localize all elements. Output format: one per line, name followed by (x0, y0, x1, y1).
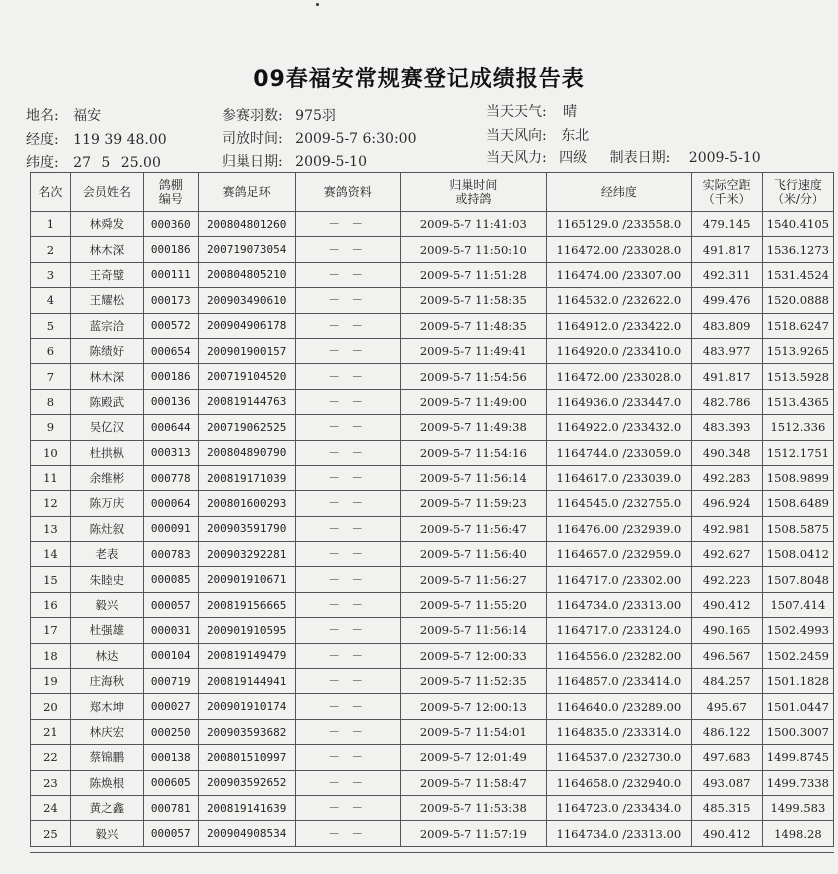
col-loft-id-cell: 000778 (144, 465, 198, 490)
col-bird-info-cell: － － (295, 821, 400, 846)
col-coordinates-cell: 1164657.0 /232959.0 (547, 542, 691, 567)
table-row (31, 745, 834, 770)
col-rank-cell: 11 (31, 465, 71, 490)
table-row (31, 440, 834, 465)
col-member-name-cell: 王耀松 (70, 288, 143, 313)
table-row (31, 237, 834, 262)
release-time-value: 2009-5-7 6:30:00 (295, 131, 417, 147)
col-speed-header: 飞行速度 （米/分） (762, 173, 833, 212)
col-loft-id-cell: 000644 (144, 415, 198, 440)
col-loft-id-cell: 000186 (144, 364, 198, 389)
col-arrival-time-cell: 2009-5-7 11:51:28 (400, 262, 547, 287)
col-member-name-cell: 陈殿武 (70, 389, 143, 414)
table-header-row (31, 173, 834, 212)
col-bird-info-cell: － － (295, 491, 400, 516)
col-coordinates-cell: 116472.00 /233028.0 (547, 237, 691, 262)
release-time-label: 司放时间: (222, 131, 283, 147)
location-value: 福安 (73, 108, 102, 124)
table-body (31, 212, 834, 847)
col-rank-cell: 19 (31, 669, 71, 694)
col-coordinates-cell: 1164734.0 /23313.00 (547, 592, 691, 617)
latitude-value: 27 5 25.00 (73, 155, 161, 171)
col-speed-cell: 1507.414 (762, 592, 833, 617)
col-ring-number-header: 赛鸽足环 (198, 173, 295, 212)
col-arrival-time-cell: 2009-5-7 11:58:47 (400, 770, 547, 795)
wind-direction-label: 当天风向: (486, 128, 547, 144)
table-row (31, 389, 834, 414)
col-loft-id-cell: 000085 (144, 567, 198, 592)
col-bird-info-cell: － － (295, 669, 400, 694)
table-row (31, 465, 834, 490)
col-arrival-time-cell: 2009-5-7 11:57:19 (400, 821, 547, 846)
col-speed-cell: 1512.336 (762, 415, 833, 440)
col-arrival-time-cell: 2009-5-7 11:56:14 (400, 618, 547, 643)
col-distance-cell: 491.817 (691, 237, 762, 262)
col-arrival-time-cell: 2009-5-7 11:49:00 (400, 389, 547, 414)
col-loft-id-cell: 000250 (144, 719, 198, 744)
col-coordinates-cell: 1164556.0 /23282.00 (547, 643, 691, 668)
col-coordinates-cell: 116474.00 /23307.00 (547, 262, 691, 287)
col-coordinates-cell: 1164640.0 /23289.00 (547, 694, 691, 719)
col-arrival-time-cell: 2009-5-7 12:00:33 (400, 643, 547, 668)
col-member-name-cell: 林舜发 (70, 212, 143, 237)
col-arrival-time-cell: 2009-5-7 11:50:10 (400, 237, 547, 262)
col-member-name-cell: 陈万庆 (70, 491, 143, 516)
col-ring-number-cell: 200904908534 (198, 821, 295, 846)
col-bird-info-cell: － － (295, 338, 400, 363)
col-distance-cell: 492.627 (691, 542, 762, 567)
report-title: 09春福安常规赛登记成绩报告表 (253, 67, 585, 92)
table-row (31, 618, 834, 643)
col-coordinates-cell: 1165129.0 /233558.0 (547, 212, 691, 237)
col-rank-cell: 4 (31, 288, 71, 313)
col-speed-cell: 1518.6247 (762, 313, 833, 338)
col-coordinates-cell: 1164717.0 /23302.00 (547, 567, 691, 592)
col-rank-cell: 25 (31, 821, 71, 846)
col-ring-number-cell: 200819144941 (198, 669, 295, 694)
col-arrival-time-cell: 2009-5-7 11:52:35 (400, 669, 547, 694)
wind-direction-row (486, 125, 589, 145)
col-coordinates-cell: 1164835.0 /233314.0 (547, 719, 691, 744)
col-coordinates-cell: 1164936.0 /233447.0 (547, 389, 691, 414)
col-ring-number-cell: 200901910174 (198, 694, 295, 719)
col-coordinates-cell: 1164617.0 /233039.0 (547, 465, 691, 490)
col-rank-cell: 2 (31, 237, 71, 262)
table-row (31, 795, 834, 820)
col-speed-cell: 1540.4105 (762, 212, 833, 237)
col-ring-number-cell: 200719073054 (198, 237, 295, 262)
col-ring-number-cell: 200819141639 (198, 795, 295, 820)
col-bird-info-cell: － － (295, 212, 400, 237)
col-distance-cell: 483.393 (691, 415, 762, 440)
col-speed-cell: 1508.6489 (762, 491, 833, 516)
col-member-name-cell: 郑木坤 (70, 694, 143, 719)
col-bird-info-cell: － － (295, 643, 400, 668)
col-arrival-time-cell: 2009-5-7 11:54:01 (400, 719, 547, 744)
col-arrival-time-cell: 2009-5-7 11:55:20 (400, 592, 547, 617)
table-row (31, 212, 834, 237)
col-arrival-time-header: 归巢时间 或持鸽 (400, 173, 547, 212)
col-loft-id-cell: 000138 (144, 745, 198, 770)
col-member-name-cell: 林木深 (70, 237, 143, 262)
col-ring-number-cell: 200804801260 (198, 212, 295, 237)
col-ring-number-cell: 200719104520 (198, 364, 295, 389)
col-speed-cell: 1513.5928 (762, 364, 833, 389)
col-coordinates-cell: 1164912.0 /233422.0 (547, 313, 691, 338)
col-loft-id-cell: 000781 (144, 795, 198, 820)
return-date-value: 2009-5-10 (295, 154, 367, 170)
col-distance-cell: 479.145 (691, 212, 762, 237)
col-ring-number-cell: 200719062525 (198, 415, 295, 440)
table-row (31, 643, 834, 668)
table-row (31, 770, 834, 795)
col-coordinates-cell: 1164744.0 /233059.0 (547, 440, 691, 465)
col-loft-id-cell: 000057 (144, 592, 198, 617)
table-row (31, 262, 834, 287)
col-rank-cell: 24 (31, 795, 71, 820)
col-bird-info-cell: － － (295, 694, 400, 719)
col-ring-number-cell: 200819171039 (198, 465, 295, 490)
col-ring-number-cell: 200903592652 (198, 770, 295, 795)
col-loft-id-cell: 000057 (144, 821, 198, 846)
col-bird-info-cell: － － (295, 415, 400, 440)
col-coordinates-cell: 1164545.0 /232755.0 (547, 491, 691, 516)
col-rank-cell: 5 (31, 313, 71, 338)
col-arrival-time-cell: 2009-5-7 11:56:14 (400, 465, 547, 490)
weather-row (486, 101, 577, 121)
col-loft-id-cell: 000719 (144, 669, 198, 694)
col-speed-cell: 1508.5875 (762, 516, 833, 541)
col-ring-number-cell: 200901910595 (198, 618, 295, 643)
col-bird-info-cell: － － (295, 770, 400, 795)
col-distance-cell: 492.283 (691, 465, 762, 490)
wind-force-value: 四级 (559, 150, 588, 166)
col-speed-cell: 1508.0412 (762, 542, 833, 567)
col-distance-cell: 496.567 (691, 643, 762, 668)
col-speed-cell: 1499.8745 (762, 745, 833, 770)
col-coordinates-cell: 1164658.0 /232940.0 (547, 770, 691, 795)
col-loft-id-cell: 000313 (144, 440, 198, 465)
col-loft-id-cell: 000572 (144, 313, 198, 338)
bottom-border (30, 852, 834, 853)
weather-value: 晴 (563, 104, 578, 120)
col-speed-cell: 1520.0888 (762, 288, 833, 313)
col-distance-cell: 499.476 (691, 288, 762, 313)
col-arrival-time-cell: 2009-5-7 11:49:38 (400, 415, 547, 440)
longitude-label: 经度: (26, 132, 59, 148)
col-member-name-cell: 林庆宏 (70, 719, 143, 744)
col-loft-id-cell: 000031 (144, 618, 198, 643)
col-arrival-time-cell: 2009-5-7 11:53:38 (400, 795, 547, 820)
col-coordinates-header: 经纬度 (547, 173, 691, 212)
col-rank-cell: 10 (31, 440, 71, 465)
col-distance-cell: 482.786 (691, 389, 762, 414)
col-distance-cell: 491.817 (691, 364, 762, 389)
col-member-name-cell: 蔡锦鹏 (70, 745, 143, 770)
col-loft-id-cell: 000654 (144, 338, 198, 363)
col-speed-cell: 1513.9265 (762, 338, 833, 363)
table-row (31, 567, 834, 592)
col-distance-cell: 490.348 (691, 440, 762, 465)
col-member-name-cell: 林达 (70, 643, 143, 668)
col-rank-header: 名次 (31, 173, 71, 212)
release-time-row (222, 128, 417, 148)
col-member-name-cell: 吴亿汉 (70, 415, 143, 440)
col-rank-cell: 17 (31, 618, 71, 643)
col-ring-number-cell: 200903593682 (198, 719, 295, 744)
table-row (31, 338, 834, 363)
col-loft-id-cell: 000605 (144, 770, 198, 795)
col-bird-info-cell: － － (295, 313, 400, 338)
col-rank-cell: 1 (31, 212, 71, 237)
col-arrival-time-cell: 2009-5-7 11:58:35 (400, 288, 547, 313)
col-speed-cell: 1499.583 (762, 795, 833, 820)
latitude-label: 纬度: (26, 155, 59, 171)
table-row (31, 415, 834, 440)
wind-force-row (486, 147, 761, 167)
col-distance-cell: 492.223 (691, 567, 762, 592)
col-arrival-time-cell: 2009-5-7 11:49:41 (400, 338, 547, 363)
col-distance-cell: 493.087 (691, 770, 762, 795)
entries-label: 参赛羽数: (222, 108, 283, 124)
col-rank-cell: 7 (31, 364, 71, 389)
col-ring-number-cell: 200819144763 (198, 389, 295, 414)
col-rank-cell: 21 (31, 719, 71, 744)
return-date-label: 归巢日期: (222, 154, 283, 170)
table-row (31, 491, 834, 516)
wind-force-label: 当天风力: (486, 150, 547, 166)
col-speed-cell: 1513.4365 (762, 389, 833, 414)
table-row (31, 364, 834, 389)
col-distance-cell: 492.981 (691, 516, 762, 541)
col-ring-number-cell: 200804890790 (198, 440, 295, 465)
col-rank-cell: 3 (31, 262, 71, 287)
col-member-name-cell: 林木深 (70, 364, 143, 389)
results-table (30, 172, 834, 847)
col-ring-number-cell: 200801600293 (198, 491, 295, 516)
col-speed-cell: 1507.8048 (762, 567, 833, 592)
col-bird-info-cell: － － (295, 745, 400, 770)
table-row (31, 592, 834, 617)
col-rank-cell: 9 (31, 415, 71, 440)
table-row (31, 694, 834, 719)
col-member-name-cell: 陈绩好 (70, 338, 143, 363)
col-ring-number-cell: 200901900157 (198, 338, 295, 363)
location-row (26, 105, 101, 125)
col-ring-number-cell: 200903490610 (198, 288, 295, 313)
col-member-name-cell: 陈焕根 (70, 770, 143, 795)
col-coordinates-cell: 1164922.0 /233432.0 (547, 415, 691, 440)
table-row (31, 821, 834, 846)
col-bird-info-cell: － － (295, 364, 400, 389)
col-distance-cell: 495.67 (691, 694, 762, 719)
col-arrival-time-cell: 2009-5-7 12:00:13 (400, 694, 547, 719)
col-bird-info-cell: － － (295, 542, 400, 567)
col-distance-cell: 490.412 (691, 592, 762, 617)
scan-speck (316, 3, 319, 6)
col-arrival-time-cell: 2009-5-7 11:54:56 (400, 364, 547, 389)
col-rank-cell: 23 (31, 770, 71, 795)
entries-value: 975羽 (295, 108, 336, 124)
col-speed-cell: 1500.3007 (762, 719, 833, 744)
col-rank-cell: 20 (31, 694, 71, 719)
report-date-value: 2009-5-10 (688, 150, 761, 166)
col-bird-info-cell: － － (295, 592, 400, 617)
col-ring-number-cell: 200804805210 (198, 262, 295, 287)
col-arrival-time-cell: 2009-5-7 11:48:35 (400, 313, 547, 338)
col-ring-number-cell: 200903591790 (198, 516, 295, 541)
col-loft-id-cell: 000360 (144, 212, 198, 237)
col-member-name-cell: 毅兴 (70, 592, 143, 617)
col-ring-number-cell: 200801510997 (198, 745, 295, 770)
location-label: 地名: (26, 108, 59, 124)
col-bird-info-cell: － － (295, 795, 400, 820)
col-member-name-cell: 黄之鑫 (70, 795, 143, 820)
col-distance-cell: 484.257 (691, 669, 762, 694)
col-member-name-cell: 杜强雄 (70, 618, 143, 643)
col-bird-info-cell: － － (295, 440, 400, 465)
col-arrival-time-cell: 2009-5-7 11:56:40 (400, 542, 547, 567)
col-coordinates-cell: 1164717.0 /233124.0 (547, 618, 691, 643)
col-member-name-cell: 朱睦史 (70, 567, 143, 592)
col-ring-number-cell: 200903292281 (198, 542, 295, 567)
col-coordinates-cell: 1164537.0 /232730.0 (547, 745, 691, 770)
longitude-row (26, 129, 167, 149)
col-ring-number-cell: 200819149479 (198, 643, 295, 668)
col-coordinates-cell: 116476.00 /232939.0 (547, 516, 691, 541)
col-loft-id-cell: 000104 (144, 643, 198, 668)
col-loft-id-cell: 000111 (144, 262, 198, 287)
col-loft-id-cell: 000783 (144, 542, 198, 567)
col-distance-cell: 497.683 (691, 745, 762, 770)
col-member-name-cell: 毅兴 (70, 821, 143, 846)
col-arrival-time-cell: 2009-5-7 11:56:27 (400, 567, 547, 592)
col-loft-id-cell: 000091 (144, 516, 198, 541)
entries-row (222, 105, 336, 125)
col-bird-info-cell: － － (295, 262, 400, 287)
col-coordinates-cell: 1164920.0 /233410.0 (547, 338, 691, 363)
col-speed-cell: 1501.0447 (762, 694, 833, 719)
col-distance-cell: 492.311 (691, 262, 762, 287)
col-coordinates-cell: 1164723.0 /233434.0 (547, 795, 691, 820)
col-speed-cell: 1508.9899 (762, 465, 833, 490)
col-loft-id-cell: 000027 (144, 694, 198, 719)
col-member-name-cell: 庄海秋 (70, 669, 143, 694)
col-arrival-time-cell: 2009-5-7 11:41:03 (400, 212, 547, 237)
col-speed-cell: 1498.28 (762, 821, 833, 846)
col-arrival-time-cell: 2009-5-7 11:56:47 (400, 516, 547, 541)
col-rank-cell: 15 (31, 567, 71, 592)
col-arrival-time-cell: 2009-5-7 11:59:23 (400, 491, 547, 516)
col-distance-cell: 486.122 (691, 719, 762, 744)
col-coordinates-cell: 1164734.0 /23313.00 (547, 821, 691, 846)
latitude-row (26, 152, 161, 172)
col-coordinates-cell: 1164532.0 /232622.0 (547, 288, 691, 313)
col-coordinates-cell: 1164857.0 /233414.0 (547, 669, 691, 694)
col-speed-cell: 1499.7338 (762, 770, 833, 795)
col-ring-number-cell: 200904906178 (198, 313, 295, 338)
col-rank-cell: 8 (31, 389, 71, 414)
col-arrival-time-cell: 2009-5-7 12:01:49 (400, 745, 547, 770)
col-bird-info-cell: － － (295, 237, 400, 262)
col-member-name-cell: 老表 (70, 542, 143, 567)
col-speed-cell: 1512.1751 (762, 440, 833, 465)
report-date-label: 制表日期: (609, 150, 671, 166)
col-bird-info-cell: － － (295, 288, 400, 313)
wind-direction-value: 东北 (561, 128, 590, 144)
table-row (31, 288, 834, 313)
col-member-name-cell: 余维彬 (70, 465, 143, 490)
col-speed-cell: 1531.4524 (762, 262, 833, 287)
table-row (31, 542, 834, 567)
col-arrival-time-cell: 2009-5-7 11:54:16 (400, 440, 547, 465)
col-loft-id-cell: 000136 (144, 389, 198, 414)
col-rank-cell: 6 (31, 338, 71, 363)
col-bird-info-cell: － － (295, 465, 400, 490)
col-speed-cell: 1502.2459 (762, 643, 833, 668)
table-row (31, 313, 834, 338)
col-distance-cell: 483.977 (691, 338, 762, 363)
col-distance-cell: 496.924 (691, 491, 762, 516)
col-rank-cell: 22 (31, 745, 71, 770)
col-member-name-cell: 陈灶叙 (70, 516, 143, 541)
col-bird-info-cell: － － (295, 516, 400, 541)
col-distance-header: 实际空距 （千米） (691, 173, 762, 212)
col-rank-cell: 13 (31, 516, 71, 541)
col-bird-info-cell: － － (295, 618, 400, 643)
col-loft-id-header: 鸽棚 编号 (144, 173, 198, 212)
col-bird-info-cell: － － (295, 719, 400, 744)
col-loft-id-cell: 000064 (144, 491, 198, 516)
col-ring-number-cell: 200901910671 (198, 567, 295, 592)
col-speed-cell: 1501.1828 (762, 669, 833, 694)
col-ring-number-cell: 200819156665 (198, 592, 295, 617)
table-row (31, 719, 834, 744)
col-member-name-header: 会员姓名 (70, 173, 143, 212)
weather-label: 当天天气: (486, 104, 547, 120)
col-distance-cell: 490.412 (691, 821, 762, 846)
col-coordinates-cell: 116472.00 /233028.0 (547, 364, 691, 389)
col-member-name-cell: 蓝宗洽 (70, 313, 143, 338)
col-speed-cell: 1536.1273 (762, 237, 833, 262)
col-bird-info-header: 赛鸽资料 (295, 173, 400, 212)
table-row (31, 669, 834, 694)
col-distance-cell: 485.315 (691, 795, 762, 820)
table-row (31, 516, 834, 541)
col-distance-cell: 483.809 (691, 313, 762, 338)
col-rank-cell: 12 (31, 491, 71, 516)
return-date-row (222, 151, 367, 171)
col-member-name-cell: 杜拱枞 (70, 440, 143, 465)
col-rank-cell: 14 (31, 542, 71, 567)
col-rank-cell: 16 (31, 592, 71, 617)
col-distance-cell: 490.165 (691, 618, 762, 643)
col-bird-info-cell: － － (295, 567, 400, 592)
col-member-name-cell: 王奇璧 (70, 262, 143, 287)
col-speed-cell: 1502.4993 (762, 618, 833, 643)
col-rank-cell: 18 (31, 643, 71, 668)
col-loft-id-cell: 000173 (144, 288, 198, 313)
col-bird-info-cell: － － (295, 389, 400, 414)
longitude-value: 119 39 48.00 (73, 132, 167, 148)
col-loft-id-cell: 000186 (144, 237, 198, 262)
